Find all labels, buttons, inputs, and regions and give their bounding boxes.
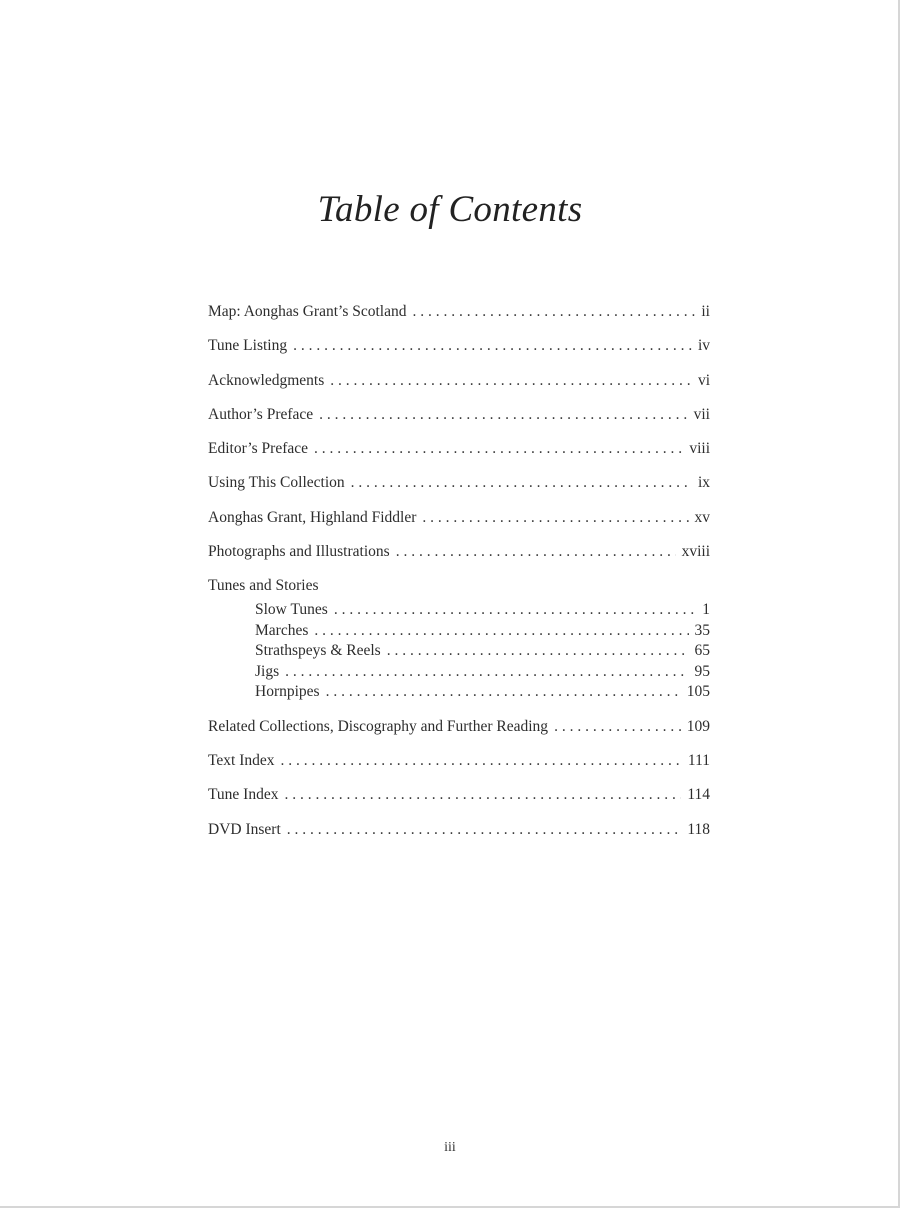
dot-leader: [284, 783, 681, 807]
toc-entry-page: 1: [702, 601, 710, 619]
toc-entry-using-this-collection[interactable]: [208, 471, 710, 495]
dot-leader: [330, 369, 692, 393]
toc-entry-label: Aonghas Grant, Highland Fiddler: [208, 508, 417, 526]
toc-entry-map[interactable]: [208, 300, 710, 324]
dot-leader: [287, 818, 682, 842]
toc-entry-label: Author’s Preface: [208, 405, 314, 423]
dot-leader: [281, 749, 682, 773]
toc-entry-page: 105: [686, 683, 710, 701]
toc-entry-label: Tune Listing: [208, 337, 288, 355]
toc-entry-label: DVD Insert: [208, 820, 281, 838]
toc-entry-page: ix: [697, 474, 710, 492]
dot-leader: [422, 506, 688, 530]
dot-leader: [396, 540, 676, 564]
toc-entry-label: Editor’s Preface: [208, 440, 308, 458]
toc-group-heading: Tunes and Stories: [208, 577, 319, 595]
toc-entry-label: Marches: [255, 621, 309, 639]
toc-entry-page: vi: [697, 371, 710, 389]
toc-entry-label: Hornpipes: [255, 683, 320, 701]
toc-entry-page: 35: [694, 621, 710, 639]
toc-entry-page: 111: [687, 752, 710, 770]
toc-entry-acknowledgments[interactable]: [208, 369, 710, 393]
toc-subentry-slow-tunes[interactable]: [255, 600, 710, 621]
toc-entry-text-index[interactable]: [208, 749, 710, 773]
toc-entry-photographs[interactable]: [208, 540, 710, 564]
dot-leader: [319, 403, 687, 427]
toc-subentry-jigs[interactable]: [255, 662, 710, 683]
toc-entry-page: iv: [697, 337, 710, 355]
toc-entry-label: Jigs: [255, 662, 280, 680]
toc-subentry-strathspeys-reels[interactable]: [255, 641, 710, 662]
dot-leader: [314, 621, 688, 642]
toc-entry-tune-listing[interactable]: [208, 334, 710, 358]
toc-entry-page: xv: [694, 508, 710, 526]
dot-leader: [285, 662, 688, 683]
dot-leader: [351, 471, 692, 495]
toc-entry-dvd-insert[interactable]: [208, 818, 710, 842]
toc-entry-page: xviii: [681, 543, 710, 561]
dot-leader: [334, 600, 696, 621]
dot-leader: [326, 682, 681, 703]
toc-entry-label: Acknowledgments: [208, 371, 325, 389]
toc-entry-page: viii: [689, 440, 710, 458]
toc-entry-page: 65: [694, 642, 710, 660]
toc-subentry-marches[interactable]: [255, 621, 710, 642]
toc-entry-related-collections[interactable]: [208, 715, 710, 739]
toc-entry-page: 95: [694, 662, 710, 680]
dot-leader: [314, 437, 683, 461]
toc-group-tunes-and-stories: [208, 574, 710, 703]
toc-entry-label: Slow Tunes: [255, 601, 328, 619]
dot-leader: [293, 334, 692, 358]
toc-entry-page: 109: [686, 717, 710, 735]
dot-leader: [412, 300, 695, 324]
toc-entry-label: Strathspeys & Reels: [255, 642, 381, 660]
toc-entry-label: Text Index: [208, 752, 275, 770]
toc-entry-page: ii: [701, 303, 710, 320]
page-number: iii: [444, 1140, 456, 1155]
dot-leader: [387, 641, 689, 662]
toc-subentries: [255, 600, 710, 703]
toc-entry-label: Tune Index: [208, 786, 279, 804]
toc-entry-label: Map: Aonghas Grant’s Scotland: [208, 303, 407, 320]
toc-entry-highland-fiddler[interactable]: [208, 506, 710, 530]
toc-entry-label: Related Collections, Discography and Further Reading: [208, 717, 549, 735]
table-of-contents: [208, 300, 710, 852]
toc-entry-page: 118: [687, 820, 710, 838]
dot-leader: [554, 715, 681, 739]
toc-entry-editors-preface[interactable]: [208, 437, 710, 461]
page-title: Table of Contents: [317, 189, 583, 230]
toc-entry-tune-index[interactable]: [208, 783, 710, 807]
toc-subentry-hornpipes[interactable]: [255, 682, 710, 703]
toc-entry-label: Photographs and Illustrations: [208, 543, 390, 561]
toc-entry-label: Using This Collection: [208, 474, 345, 492]
toc-entry-authors-preface[interactable]: [208, 403, 710, 427]
toc-entry-page: 114: [687, 786, 710, 804]
toc-entry-page: vii: [693, 405, 710, 423]
